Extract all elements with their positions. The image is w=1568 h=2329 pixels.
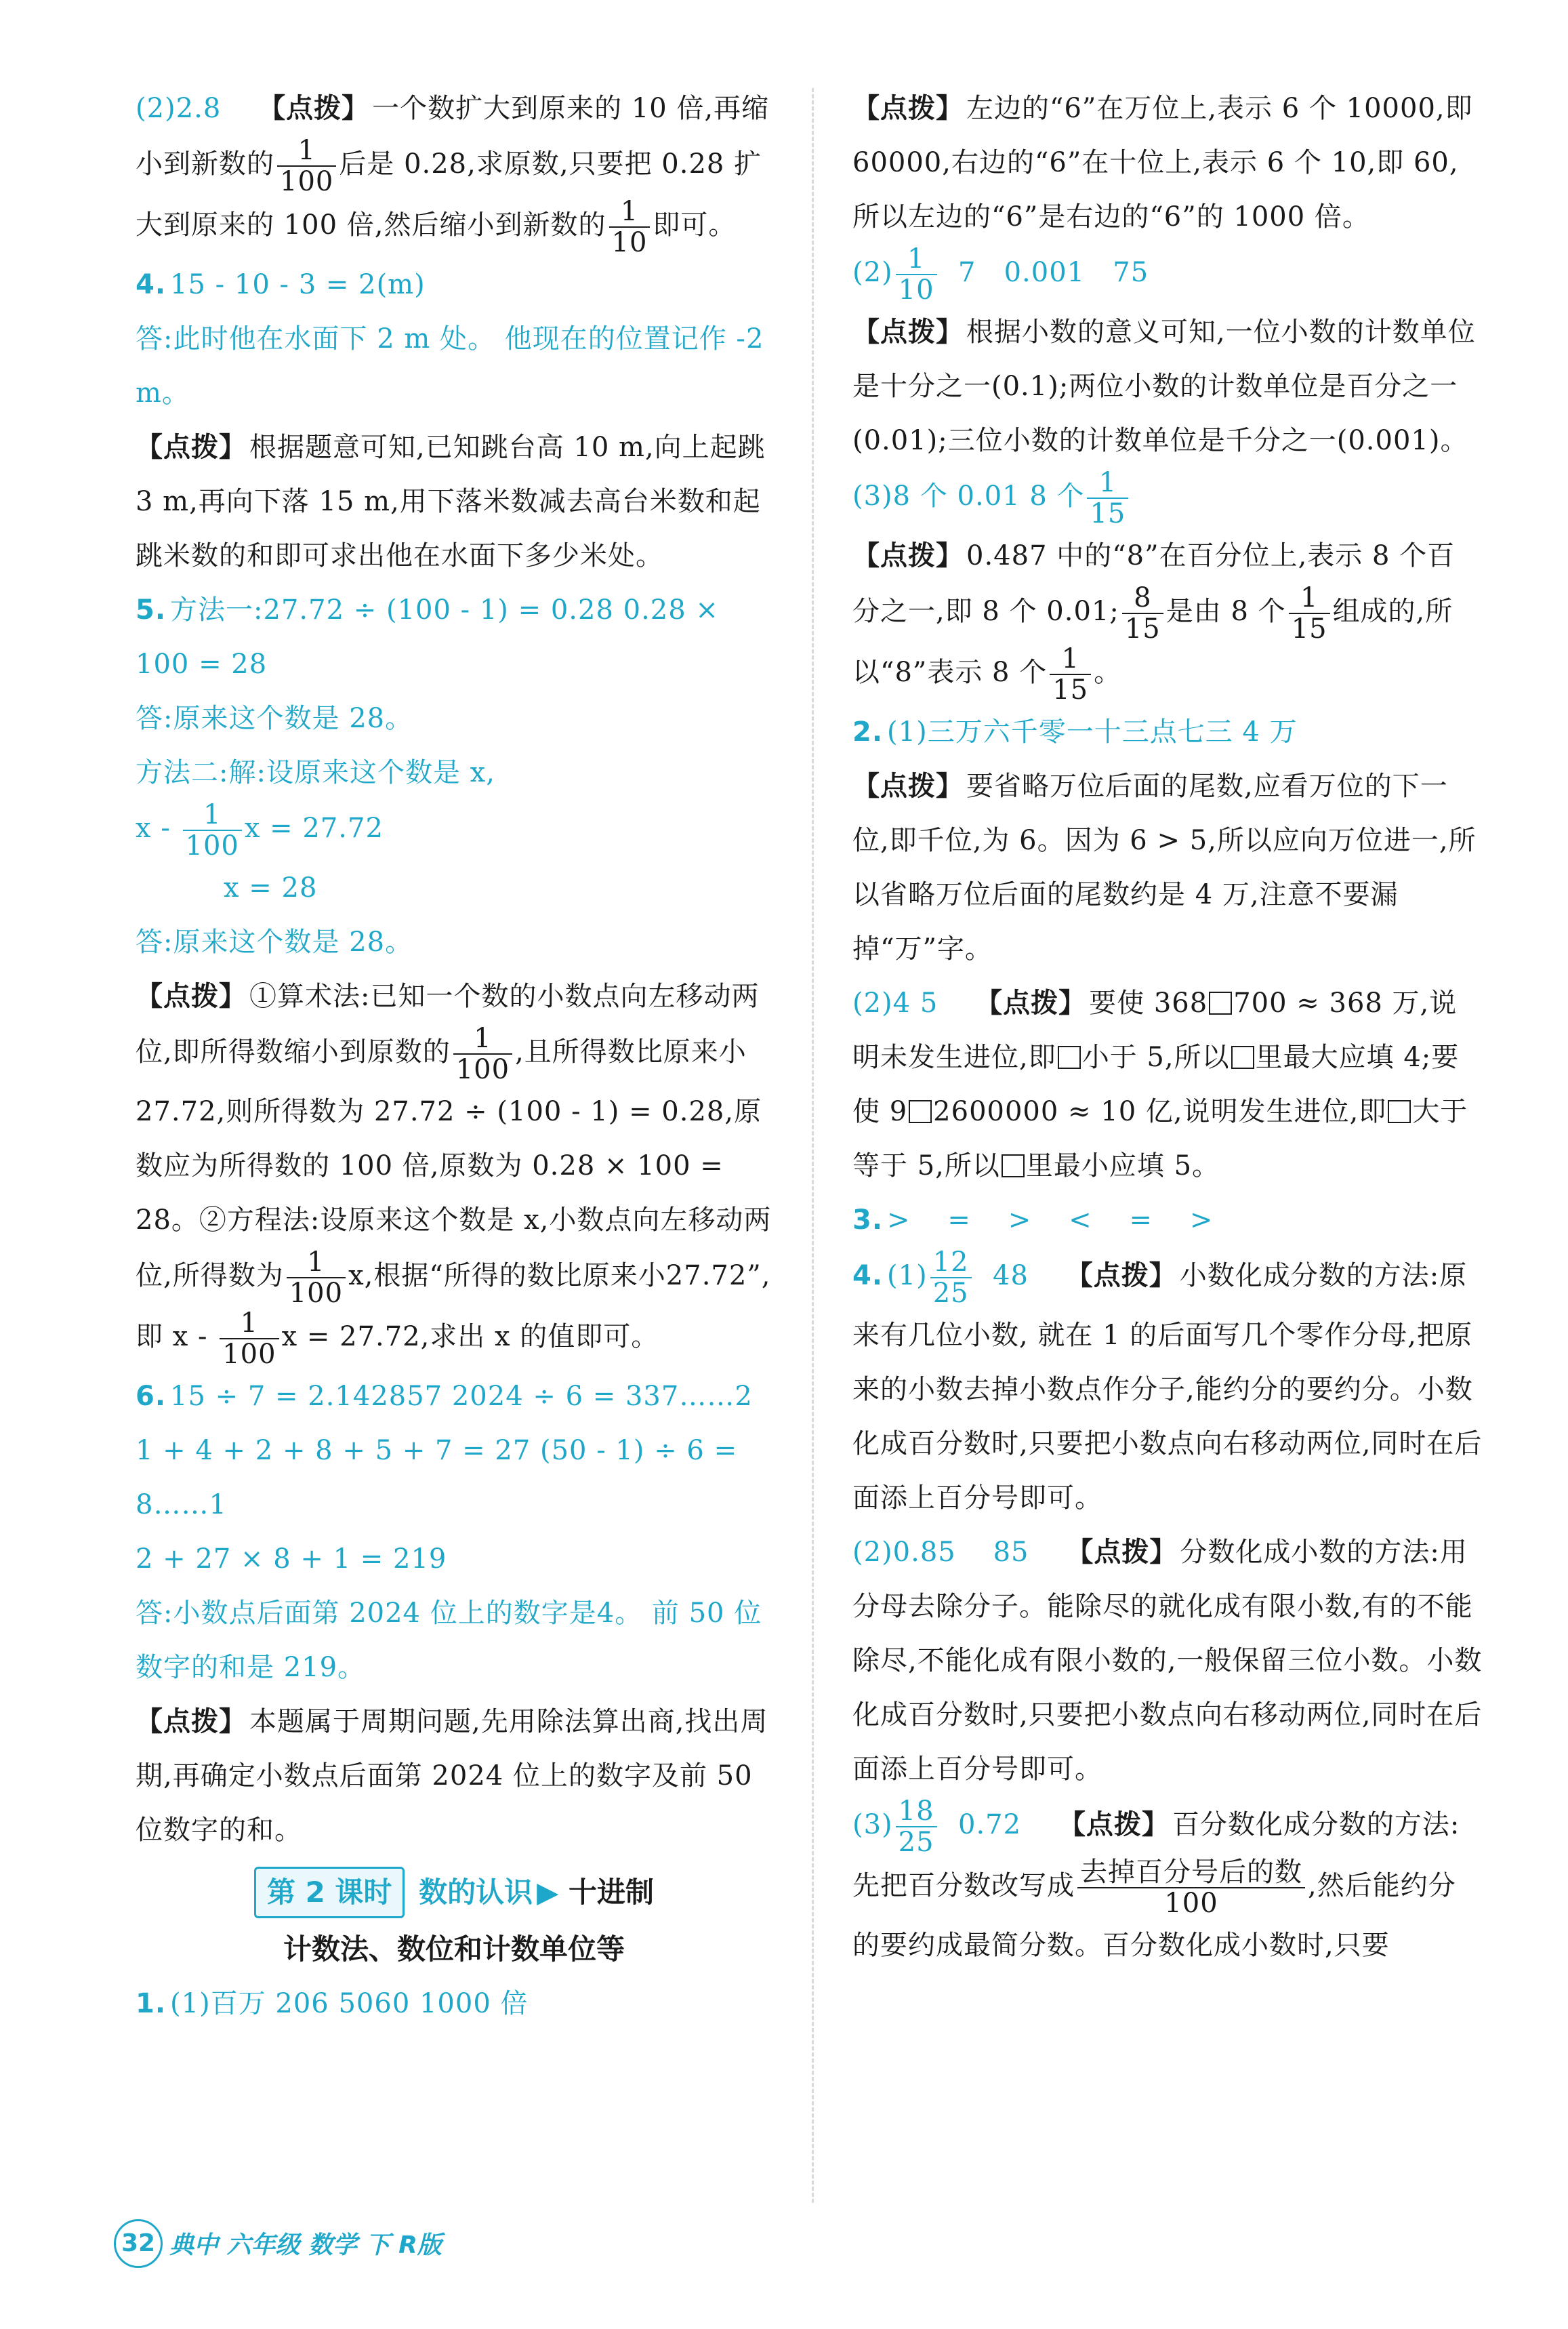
blank-box — [1231, 1046, 1254, 1069]
hint-q4: 【点拨】 根据题意可知,已知跳台高 10 m,向上起跳 3 m,再向下落 15 m,用下落米数减去高台米数和起跳米数的和即可求出他在水面下多少米处。 — [136, 432, 766, 571]
answer-q4: 4. 15 - 10 - 3 = 2(m) — [136, 269, 426, 300]
answer-s2-q1-3: (3)8 个 0.01 8 个 $\frac{1}{15}$ — [852, 468, 1483, 529]
right-column — [852, 81, 1483, 1972]
lesson-header: 第 2 课时 数的认识 ▶ 十进制 — [136, 1867, 772, 1918]
hint-s2-q2-2: (2)4 5 【点拨】 要使 368 700 ≈ 368 万,说明未发生进位,即 小于 5,所以 里最大应填 4;要使 9 2600000 ≈ 10 亿,说明发生进位,即 大于等于 5,所以 里最小应填 5。 — [852, 988, 1468, 1181]
hint-s2-q1-2: 【点拨】 根据小数的意义可知,一位小数的计数单位是十分之一(0.1);两位小数的计数单位是百分之一(0.01);三位小数的计数单位是千分之一(0.001)。 — [852, 317, 1476, 456]
answer-q3-2: (2)2.8 【点拨】 一个数扩大到原来的 10 倍,再缩小到新数的 $\frac{1}{100}$ 后是 0.28,求原数,只要把 0.28 扩大到原来的 100 倍,然后缩小到新数的 $\frac{1}{10}$ 即可。 — [136, 93, 770, 258]
blank-box — [1388, 1100, 1411, 1123]
equation-1: x - $\frac{1}{100}$ x = 27.72 — [136, 799, 384, 862]
answer-s2-q1: 1. (1)百万 206 5060 1000 倍 — [136, 1988, 529, 2019]
blank-box — [1209, 992, 1232, 1015]
footer-book-title: 典中 六年级 数学 下 R版 — [169, 2231, 442, 2259]
answer-s2-q4-1: 4. (1) $\frac{12}{25}$ 48 【点拨】 小数化成分数的方法:原来有几位小数, 就在 1 的后面写几个零作分母,把原来的小数去掉小数点作分子,能约分的要约分。小数化成百分数时,只要把小数点向右移动两位,同时在后面添上百分号即可。 — [852, 1247, 1483, 1514]
answer-q5-conclusion1: 答:原来这个数是 28。 — [136, 703, 413, 734]
hint-s2-q1-3: 【点拨】 0.487 中的“8”在百分位上,表示 8 个百分之一,即 8 个 0.01; $\frac{8}{15}$ 是由 8 个 $\frac{1}{15}$ 组成的,所以“8”表示 8 个 $\frac{1}{15}$ 。 — [852, 540, 1456, 706]
hint-q6: 【点拨】 本题属于周期问题,先用除法算出商,找出周期,再确定小数点后面第 2024 位上的数字及前 50 位数字的和。 — [136, 1706, 768, 1846]
answer-q5-method2: 方法二:解:设原来这个数是 x, — [136, 757, 495, 788]
answer-s2-q3: 3. > = > < = > — [852, 1204, 1214, 1236]
answer-s2-q4-2: (2)0.85 85 【点拨】 分数化成小数的方法:用分母去除分子。能除尽的就化成有限小数,有的不能除尽,不能化成有限小数的,一般保留三位小数。小数化成百分数时,只要把小数点向右移动两位,同时在后面添上百分号即可。 — [852, 1537, 1483, 1785]
page-number: 32 — [114, 2219, 163, 2268]
answer-s2-q1-2: (2) $\frac{1}{10}$ 7 0.001 75 — [852, 243, 1149, 306]
hint-q5: 【点拨】 ①算术法:已知一个数的小数点向左移动两位,即所得数缩小到原数的 $\frac{1}{100}$ ,且所得数比原来小 27.72,则所得数为 27.72 ÷ (100 - 1) = 0.28,原数应为所得数的 100 倍,原数为 0.28 × 100 = 28。②方程法:设原来这个数是 x,小数点向左移动两位,所得数为 $\frac{1}{100}$ x,根据“所得的数比原来小27.72”,即 x - $\frac{1}{100}$ x = 27.72,求出 x 的值即可。 — [136, 981, 772, 1370]
section-subheading: 计数法、数位和计数单位等 — [283, 1932, 625, 1966]
answer-q4-conclusion: 答:此时他在水面下 2 m 处。 他现在的位置记作 -2 m。 — [136, 323, 764, 409]
left-column — [136, 81, 772, 2031]
fraction: $\frac{1}{10}$ — [609, 197, 651, 258]
hint-s2-q1-1: 【点拨】 左边的“6”在万位上,表示 6 个 10000,即 60000,右边的“6”在十位上,表示 6 个 10,即 60,所以左边的“6”是右边的“6”的 1000 倍。 — [852, 93, 1473, 232]
answer-q5-conclusion2: 答:原来这个数是 28。 — [136, 927, 413, 958]
arrow-icon: ▶ — [537, 1876, 559, 1909]
answer-q6-line2: 1 + 4 + 2 + 8 + 5 + 7 = 27 (50 - 1) ÷ 6 = 8……1 — [136, 1435, 738, 1520]
answer-q5-method1: 5. 方法一:27.72 ÷ (100 - 1) = 0.28 0.28 × 100 = 28 — [136, 594, 719, 680]
blank-box — [1002, 1154, 1025, 1177]
answer-q6-line1: 6. 15 ÷ 7 = 2.142857 2024 ÷ 6 = 337……2 — [136, 1381, 753, 1412]
answer-q6-conclusion: 答:小数点后面第 2024 位上的数字是4。 前 50 位数字的和是 219。 — [136, 1598, 762, 1683]
answer-q6-line3: 2 + 27 × 8 + 1 = 219 — [136, 1543, 447, 1575]
column-divider — [812, 88, 814, 2203]
blank-box — [1058, 1046, 1081, 1069]
hint-s2-q2-1: 【点拨】 要省略万位后面的尾数,应看万位的下一位,即千位,为 6。因为 6 > 5,所以应向万位进一,所以省略万位后面的尾数约是 4 万,注意不要漏掉“万”字。 — [852, 771, 1477, 965]
blank-box — [909, 1100, 932, 1123]
fraction: $\frac{1}{100}$ — [277, 136, 336, 197]
answer-s2-q2-1: 2. (1)三万六千零一十三点七三 4 万 — [852, 716, 1298, 748]
answer-s2-q4-3: (3) $\frac{18}{25}$ 0.72 【点拨】 百分数化成分数的方法:先把百分数改写成 $\frac{\text{去掉百分号后的数}}{100}$ ,然后能约分的要约成最简分数。百分数化成小数时,只要 — [852, 1796, 1460, 1961]
equation-2: x = 28 — [224, 872, 318, 904]
